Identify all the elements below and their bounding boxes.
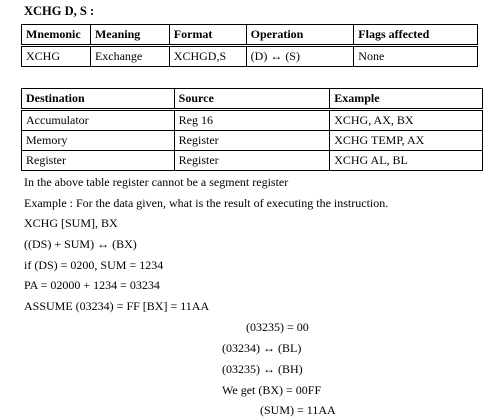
operand-combinations-table bbox=[21, 88, 483, 171]
instruction-summary-table bbox=[21, 24, 478, 67]
cell-example: XCHG TEMP, AX bbox=[330, 131, 483, 151]
note-text: In the above table register cannot be a segment register bbox=[24, 175, 289, 189]
cell-meaning: Exchange bbox=[90, 46, 169, 67]
calc-line: We get (BX) = 00FF bbox=[222, 383, 322, 397]
cell-destination: Accumulator bbox=[22, 110, 175, 131]
cell-source: Register bbox=[174, 131, 330, 151]
cell-flags: None bbox=[354, 46, 478, 67]
cell-destination: Memory bbox=[22, 131, 175, 151]
step-line: ((DS) + SUM) ↔ (BX) bbox=[24, 237, 137, 251]
cell-example: XCHG AL, BL bbox=[330, 151, 483, 171]
table-header-row bbox=[22, 89, 483, 110]
example-intro: Example : For the data given, what is the result of executing the instruction. bbox=[24, 196, 389, 210]
column-header-destination: Destination bbox=[22, 89, 175, 110]
calc-line: (03235) = 00 bbox=[246, 320, 309, 334]
table-row bbox=[22, 131, 483, 151]
column-header-flags: Flags affected bbox=[354, 25, 478, 46]
table-row bbox=[22, 151, 483, 171]
calc-line: (03235) ↔ (BH) bbox=[222, 362, 303, 376]
cell-example: XCHG, AX, BX bbox=[330, 110, 483, 131]
cell-source: Reg 16 bbox=[174, 110, 330, 131]
column-header-source: Source bbox=[174, 89, 330, 110]
column-header-operation: Operation bbox=[246, 25, 354, 46]
section-heading: XCHG D, S : bbox=[24, 4, 95, 18]
cell-format: XCHGD,S bbox=[169, 46, 246, 67]
table-header-row bbox=[22, 25, 478, 46]
column-header-format: Format bbox=[169, 25, 246, 46]
table-row bbox=[22, 46, 478, 67]
step-line: ASSUME (03234) = FF [BX] = 11AA bbox=[24, 299, 210, 313]
column-header-meaning: Meaning bbox=[90, 25, 169, 46]
table-row bbox=[22, 110, 483, 131]
calc-line: (03234) ↔ (BL) bbox=[222, 341, 302, 355]
cell-source: Register bbox=[174, 151, 330, 171]
step-line: PA = 02000 + 1234 = 03234 bbox=[24, 278, 160, 292]
column-header-mnemonic: Mnemonic bbox=[22, 25, 91, 46]
cell-mnemonic: XCHG bbox=[22, 46, 91, 67]
cell-destination: Register bbox=[22, 151, 175, 171]
step-line: if (DS) = 0200, SUM = 1234 bbox=[24, 258, 164, 272]
instruction-line: XCHG [SUM], BX bbox=[24, 216, 118, 230]
calc-line: (SUM) = 11AA bbox=[260, 403, 336, 417]
cell-operation: (D) ↔ (S) bbox=[246, 46, 354, 67]
column-header-example: Example bbox=[330, 89, 483, 110]
